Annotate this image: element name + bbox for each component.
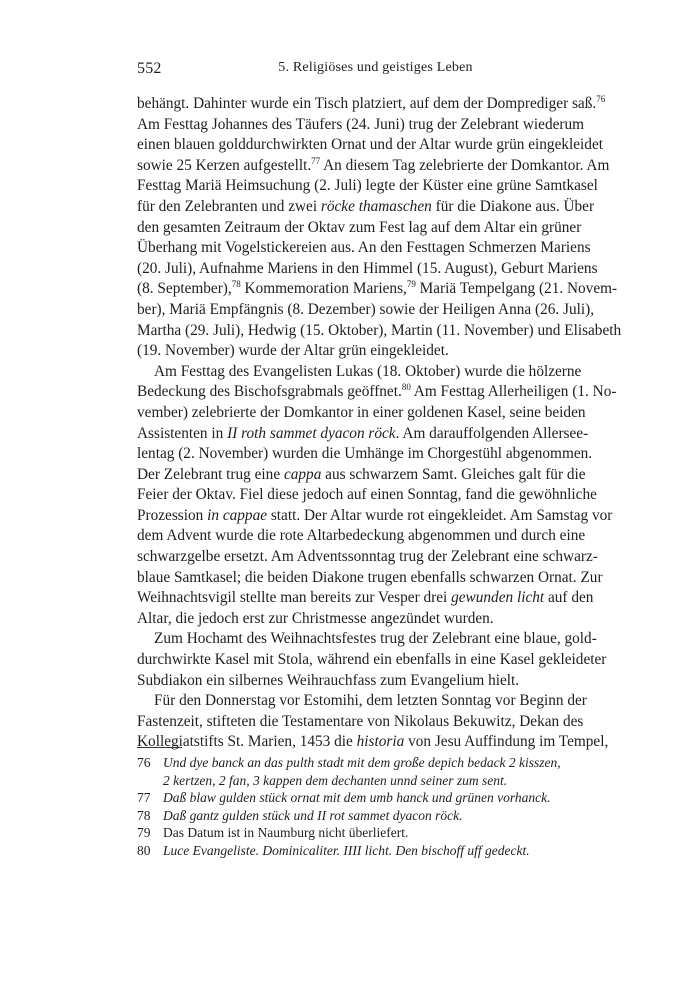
footnote	[137, 789, 569, 807]
text-line	[137, 115, 585, 136]
text-run: Martha (29. Juli), Hedwig (15. Oktober), Martin (11. November) und Elisabeth	[137, 321, 622, 339]
body-text	[137, 94, 622, 753]
italic-text: gewunden licht	[451, 589, 545, 607]
text-line	[137, 609, 569, 630]
italic-text: historia	[356, 733, 405, 751]
text-run: An diesem Tag zelebrierte der Domkantor. Am	[320, 156, 610, 174]
text-line	[137, 465, 586, 486]
text-line	[137, 321, 622, 342]
text-run: Bedeckung des Bischofsgrabmals geöffnet.	[137, 383, 402, 401]
text-line	[137, 259, 598, 280]
footnote-text	[163, 807, 569, 825]
text-run: Kommemoration Mariens,	[240, 280, 407, 298]
text-line	[137, 650, 607, 671]
footnote-ref: 77	[311, 155, 321, 166]
footnote-number: 80	[137, 842, 151, 858]
text-run: Altar, die jedoch erst zur Christmesse angezündet wurden.	[137, 609, 494, 627]
italic-text: in cappae	[207, 506, 268, 524]
text-run: aus schwarzem Samt. Gleiches galt für die	[321, 465, 586, 483]
footnote-number: 78	[137, 807, 151, 823]
footnote-ref: 78	[231, 279, 241, 290]
text-run: von Jesu Auffindung im Tempel,	[404, 733, 609, 751]
footnote-text	[163, 789, 569, 807]
italic-text: cappa	[283, 465, 322, 483]
running-head: 5. Religiöses und geistiges Leben	[278, 60, 473, 75]
italic-text: Luce Evangeliste. Dominicaliter. IIII licht. Den bischoff uff gedeckt.	[163, 842, 530, 858]
text-run: den gesamten Zeitraum der Oktav zum Fest lag auf dem Altar ein grüner	[137, 218, 582, 236]
text-run: Feier der Oktav. Fiel diese jedoch auf einen Sonntag, fand die gewöhnliche	[137, 486, 597, 504]
text-line	[137, 547, 598, 568]
text-run: (20. Juli), Aufnahme Mariens in den Himmel (15. August), Geburt Mariens	[137, 259, 598, 277]
text-line	[137, 382, 617, 403]
text-run: (8. September),	[137, 280, 232, 298]
text-run: Subdiakon ein silbernes Weihrauchfass zum Evangelium hielt.	[137, 671, 520, 689]
footnote-number: 76	[137, 755, 151, 770]
text-run: Kollegiatstifts St. Marien, 1453 die	[137, 733, 357, 751]
italic-text: röcke thamaschen	[320, 197, 432, 215]
text-run: blaue Samtkasel; die beiden Diakone trugen ebenfalls schwarzen Ornat. Zur	[137, 568, 603, 586]
text-line	[137, 444, 593, 465]
footnote-number: 79	[137, 825, 151, 841]
text-line	[137, 588, 594, 609]
text-run: Fastenzeit, stifteten die Testamentare von Nikolaus Bekuwitz, Dekan des	[137, 712, 584, 730]
text-run: für den Zelebranten und zwei	[137, 197, 321, 215]
text-run: Das Datum ist in Naumburg nicht überliefert.	[163, 825, 409, 841]
footnote	[137, 842, 569, 860]
text-line	[137, 629, 597, 650]
text-line	[137, 485, 597, 506]
text-run: behängt. Dahinter wurde ein Tisch platziert, auf dem der Domprediger saß.	[137, 95, 597, 112]
text-run: (19. November) wurde der Altar grün eingekleidet.	[137, 342, 449, 360]
footnote-number: 77	[137, 790, 151, 806]
text-run: dem Advent wurde die rote Altarbedeckung abgenommen und durch eine	[137, 527, 586, 545]
footnote-ref: 80	[401, 382, 411, 393]
text-line	[137, 712, 584, 733]
text-run: Zum Hochamt des Weihnachtsfestes trug der Zelebrant eine blaue, gold-	[154, 630, 597, 648]
text-line	[137, 300, 595, 321]
footnote	[137, 824, 569, 842]
text-run: auf den	[544, 589, 594, 607]
text-run: Für den Donnerstag vor Estomihi, dem letzten Sonntag vor Beginn der	[154, 692, 587, 710]
text-line	[137, 176, 598, 197]
text-line	[137, 197, 595, 218]
text-line	[137, 94, 606, 115]
text-run: einen blauen golddurchwirkten Ornat und der Altar wurde grün eingekleidet	[137, 136, 603, 154]
footnote-ref: 76	[596, 94, 606, 104]
text-run: durchwirkte Kasel mit Stola, während ein ebenfalls in eine Kasel gekleideter	[137, 651, 607, 669]
text-run: ber), Mariä Empfängnis (8. Dezember) sowie der Heiligen Anna (26. Juli),	[137, 300, 595, 318]
footnote-ref: 79	[406, 279, 416, 290]
page-header	[137, 60, 569, 80]
text-run: Am Festtag des Evangelisten Lukas (18. Oktober) wurde die hölzerne	[154, 362, 582, 380]
text-run: vember) zelebrierte der Domkantor in einer goldenen Kasel, seine beiden	[137, 403, 586, 421]
text-line	[137, 341, 569, 362]
italic-text: II roth sammet dyacon röck	[227, 424, 396, 442]
text-run: für die Diakone aus. Über	[431, 197, 595, 215]
text-run: schwarzgelbe ersetzt. Am Adventssonntag trug der Zelebrant eine schwarz-	[137, 548, 598, 566]
text-line	[137, 568, 603, 589]
text-run: statt. Der Altar wurde rot eingekleidet. Am Samstag vor	[267, 506, 613, 524]
text-run: Überhang mit Vogelstickereien aus. An den Festtagen Schmerzen Mariens	[137, 239, 591, 257]
footnotes	[137, 754, 569, 860]
text-run: sowie 25 Kerzen aufgestellt.	[137, 156, 312, 174]
footnote-text	[163, 824, 569, 842]
text-run: Der Zelebrant trug eine	[137, 465, 284, 483]
italic-text: Daß blaw gulden stück ornat mit dem umb hanck und grünen vorhanck.	[163, 790, 551, 806]
text-run: Am Festtag Johannes des Täufers (24. Juni) trug der Zelebrant wiederum	[137, 115, 585, 133]
text-line	[137, 403, 586, 424]
text-run: Am Festtag Allerheiligen (1. No-	[410, 383, 617, 401]
text-run: Assistenten in	[137, 424, 228, 442]
text-run: Festtag Mariä Heimsuchung (2. Juli) legte der Küster eine grüne Samtkasel	[137, 177, 598, 195]
text-line	[137, 155, 610, 177]
text-line	[137, 424, 589, 445]
text-line	[137, 526, 586, 547]
text-run: lentag (2. November) wurden die Umhänge im Chorgestühl abgenommen.	[137, 445, 593, 463]
text-line	[137, 218, 582, 239]
text-run: Weihnachtsvigil stellte man bereits zur Vesper drei	[137, 589, 452, 607]
italic-text: Und dye banck an das pulth stadt mit dem große depich bedack 2 kisszen, 2 kertzen, 2 fan, 3 kappen dem dechanten unnd seiner zum sent.	[163, 755, 561, 788]
footnote-text	[163, 754, 569, 789]
italic-text: Daß gantz gulden stück und II rot sammet dyacon röck.	[163, 807, 463, 823]
text-line	[137, 238, 591, 259]
text-line	[137, 506, 613, 527]
text-line	[137, 362, 582, 383]
page-number: 552	[137, 60, 162, 77]
text-line	[137, 135, 603, 156]
footnote	[137, 754, 569, 789]
text-run: Mariä Tempelgang (21. Novem-	[415, 280, 618, 298]
text-line	[137, 279, 618, 300]
text-run: Prozession	[137, 506, 208, 524]
text-line	[137, 671, 569, 692]
footnote	[137, 807, 569, 825]
text-line	[137, 691, 587, 712]
text-line	[137, 732, 609, 753]
text-run: . Am darauffolgenden Allersee-	[395, 424, 589, 442]
footnote-text	[163, 842, 569, 860]
footnote-divider	[137, 747, 182, 748]
